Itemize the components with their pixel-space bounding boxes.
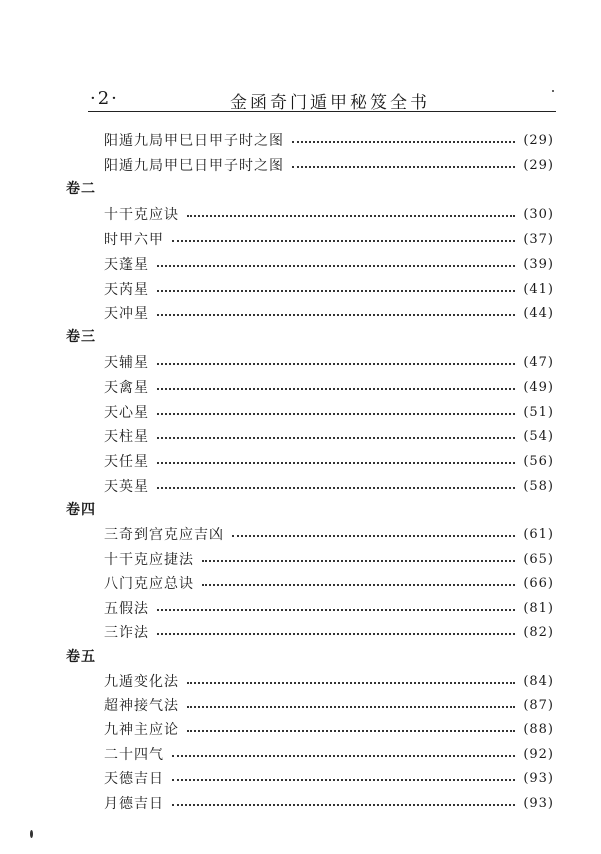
toc-entry	[104, 792, 554, 814]
toc-entry-page: (51)	[523, 404, 554, 420]
toc-entry-title: 天禽星	[104, 380, 149, 396]
toc-entry	[104, 597, 554, 619]
toc-entry-page: (29)	[523, 157, 554, 173]
toc-entry	[104, 376, 554, 398]
book-title: 金函奇门遁甲秘笈全书	[230, 93, 430, 113]
toc-entry-title: 阳遁九局甲巳日甲子时之图	[104, 158, 284, 174]
dot-leader	[157, 462, 515, 464]
scan-speck	[30, 830, 33, 838]
toc-entry-title: 五假法	[104, 601, 149, 617]
toc-entry	[104, 743, 554, 765]
toc-entry-title: 天芮星	[104, 282, 149, 298]
dot-leader	[157, 314, 515, 316]
scan-speck	[552, 90, 554, 92]
toc-entry-title: 时甲六甲	[104, 232, 164, 248]
toc-entry-title: 十干克应捷法	[104, 552, 194, 568]
toc-entry-page: (30)	[523, 206, 554, 222]
toc-entry-page: (41)	[523, 281, 554, 297]
toc-entry-page: (37)	[523, 231, 554, 247]
toc-entry	[104, 718, 554, 740]
toc-entry-page: (87)	[523, 697, 554, 713]
toc-entry	[104, 129, 554, 151]
toc-entry-title: 三奇到宫克应吉凶	[104, 527, 224, 543]
toc-entry-page: (49)	[523, 379, 554, 395]
dot-leader	[202, 560, 515, 562]
dot-leader	[157, 290, 515, 292]
toc-entry-title: 超神接气法	[104, 698, 179, 714]
dot-leader	[157, 437, 515, 439]
toc-entry-title: 天心星	[104, 405, 149, 421]
toc-entry	[104, 523, 554, 545]
toc-entry-page: (84)	[523, 673, 554, 689]
toc-entry-title: 天冲星	[104, 306, 149, 322]
dot-leader	[172, 779, 515, 781]
toc-entry-title: 天英星	[104, 479, 149, 495]
toc-entry-title: 二十四气	[104, 747, 164, 763]
toc-entry-title: 十干克应诀	[104, 207, 179, 223]
toc-entry-title: 天蓬星	[104, 257, 149, 273]
toc-entry	[104, 302, 554, 324]
dot-leader	[202, 584, 515, 586]
dot-leader	[232, 535, 515, 537]
toc-entry	[104, 425, 554, 447]
toc-entry	[104, 154, 554, 176]
toc-entry	[104, 450, 554, 472]
dot-leader	[157, 265, 515, 267]
dot-leader	[187, 682, 515, 684]
toc-entry	[104, 694, 554, 716]
toc-entry-page: (29)	[523, 132, 554, 148]
toc-entry-page: (81)	[523, 600, 554, 616]
volume-heading-3: 卷三	[66, 329, 96, 345]
volume-heading-2: 卷二	[66, 181, 96, 197]
toc-entry	[104, 278, 554, 300]
toc-entry	[104, 767, 554, 789]
toc-entry-page: (61)	[523, 526, 554, 542]
toc-entry-title: 三诈法	[104, 625, 149, 641]
volume-heading-4: 卷四	[66, 502, 96, 518]
toc-entry-title: 阳遁九局甲巳日甲子时之图	[104, 133, 284, 149]
toc-entry-title: 天任星	[104, 454, 149, 470]
toc-entry-title: 八门克应总诀	[104, 576, 194, 592]
toc-entry-page: (54)	[523, 428, 554, 444]
toc-entry	[104, 253, 554, 275]
toc-entry-title: 月德吉日	[104, 796, 164, 812]
toc-entry-page: (56)	[523, 453, 554, 469]
dot-leader	[157, 609, 515, 611]
toc-entry	[104, 351, 554, 373]
toc-entry	[104, 670, 554, 692]
toc-entry-title: 九神主应论	[104, 722, 179, 738]
toc-entry	[104, 401, 554, 423]
toc-entry-page: (92)	[523, 746, 554, 762]
dot-leader	[172, 804, 515, 806]
dot-leader	[187, 215, 515, 217]
toc-entry-page: (88)	[523, 721, 554, 737]
page-number: ·2·	[90, 88, 119, 109]
toc-entry-page: (82)	[523, 624, 554, 640]
toc-entry	[104, 621, 554, 643]
dot-leader	[292, 141, 515, 143]
toc-entry-page: (44)	[523, 305, 554, 321]
toc-entry	[104, 548, 554, 570]
volume-heading-5: 卷五	[66, 649, 96, 665]
dot-leader	[172, 240, 515, 242]
toc-entry	[104, 572, 554, 594]
dot-leader	[157, 363, 515, 365]
toc-entry-page: (65)	[523, 551, 554, 567]
dot-leader	[187, 706, 515, 708]
dot-leader	[157, 413, 515, 415]
toc-entry-page: (58)	[523, 478, 554, 494]
toc-entry-page: (93)	[523, 770, 554, 786]
toc-entry	[104, 228, 554, 250]
toc-entry-page: (93)	[523, 795, 554, 811]
dot-leader	[187, 730, 515, 732]
dot-leader	[292, 166, 515, 168]
toc-entry-title: 天辅星	[104, 355, 149, 371]
dot-leader	[157, 388, 515, 390]
dot-leader	[172, 755, 515, 757]
toc-entry-title: 九遁变化法	[104, 674, 179, 690]
toc-entry-title: 天德吉日	[104, 771, 164, 787]
toc-entry-page: (39)	[523, 256, 554, 272]
toc-entry-page: (47)	[523, 354, 554, 370]
toc-entry-page: (66)	[523, 575, 554, 591]
toc-entry	[104, 475, 554, 497]
toc-entry-title: 天柱星	[104, 429, 149, 445]
dot-leader	[157, 487, 515, 489]
toc-entry	[104, 203, 554, 225]
dot-leader	[157, 633, 515, 635]
